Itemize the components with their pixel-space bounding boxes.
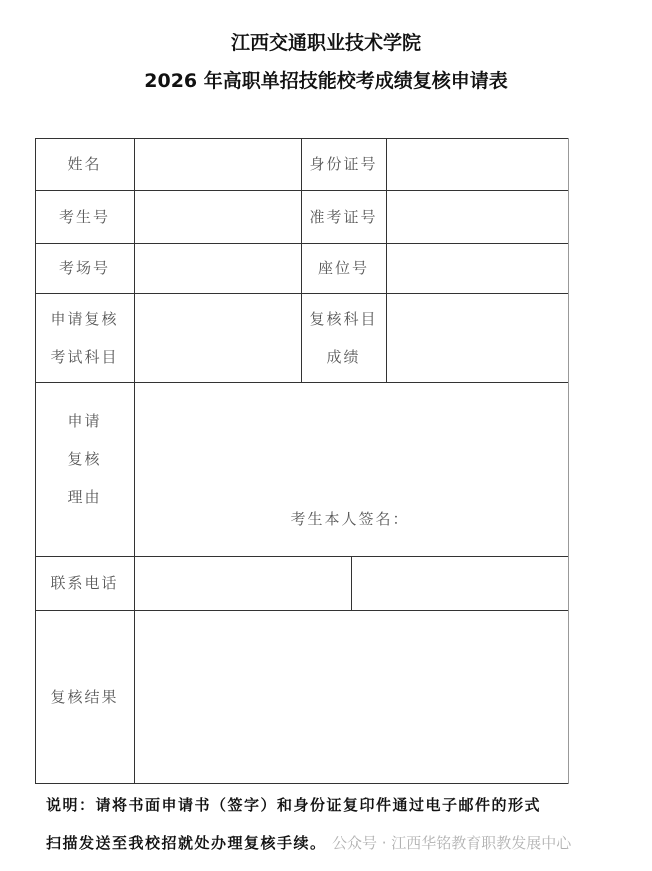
label-line: 复核 bbox=[67, 450, 102, 468]
watermark: 公众号 · 江西华铭教育职教发展中心 bbox=[332, 834, 572, 852]
label-line: 申请 bbox=[67, 412, 102, 430]
note-line-2: 扫描发送至我校招就处办理复核手续。 bbox=[46, 834, 327, 852]
school-name: 江西交通职业技术学院 bbox=[230, 32, 421, 54]
form-title: 2026 年高职单招技能校考成绩复核申请表 bbox=[144, 70, 508, 92]
label-exam-room: 考场号 bbox=[58, 259, 110, 277]
divider bbox=[134, 138, 135, 784]
divider bbox=[386, 138, 387, 382]
label-name: 姓名 bbox=[67, 155, 102, 173]
label-line: 理由 bbox=[67, 488, 102, 506]
label-line: 申请复核 bbox=[50, 309, 119, 328]
signature-label: 考生本人签名： bbox=[290, 510, 410, 528]
note-line-1: 说明：请将书面申请书（签字）和身份证复印件通过电子邮件的形式 bbox=[46, 796, 542, 814]
label-candidate-no: 考生号 bbox=[58, 207, 110, 226]
label-subject-score bbox=[301, 293, 386, 382]
divider bbox=[351, 556, 352, 610]
label-reason bbox=[35, 382, 134, 556]
label-id-number: 身份证号 bbox=[309, 155, 378, 173]
label-review-subject bbox=[35, 293, 134, 382]
label-admission-ticket: 准考证号 bbox=[309, 207, 378, 226]
divider bbox=[35, 783, 569, 784]
label-phone: 联系电话 bbox=[50, 574, 119, 592]
label-review-result: 复核结果 bbox=[50, 687, 119, 706]
label-seat-no: 座位号 bbox=[317, 259, 369, 277]
divider bbox=[568, 138, 569, 784]
label-line: 成绩 bbox=[326, 347, 361, 366]
label-line: 考试科目 bbox=[50, 347, 119, 366]
label-line: 复核科目 bbox=[309, 309, 378, 328]
